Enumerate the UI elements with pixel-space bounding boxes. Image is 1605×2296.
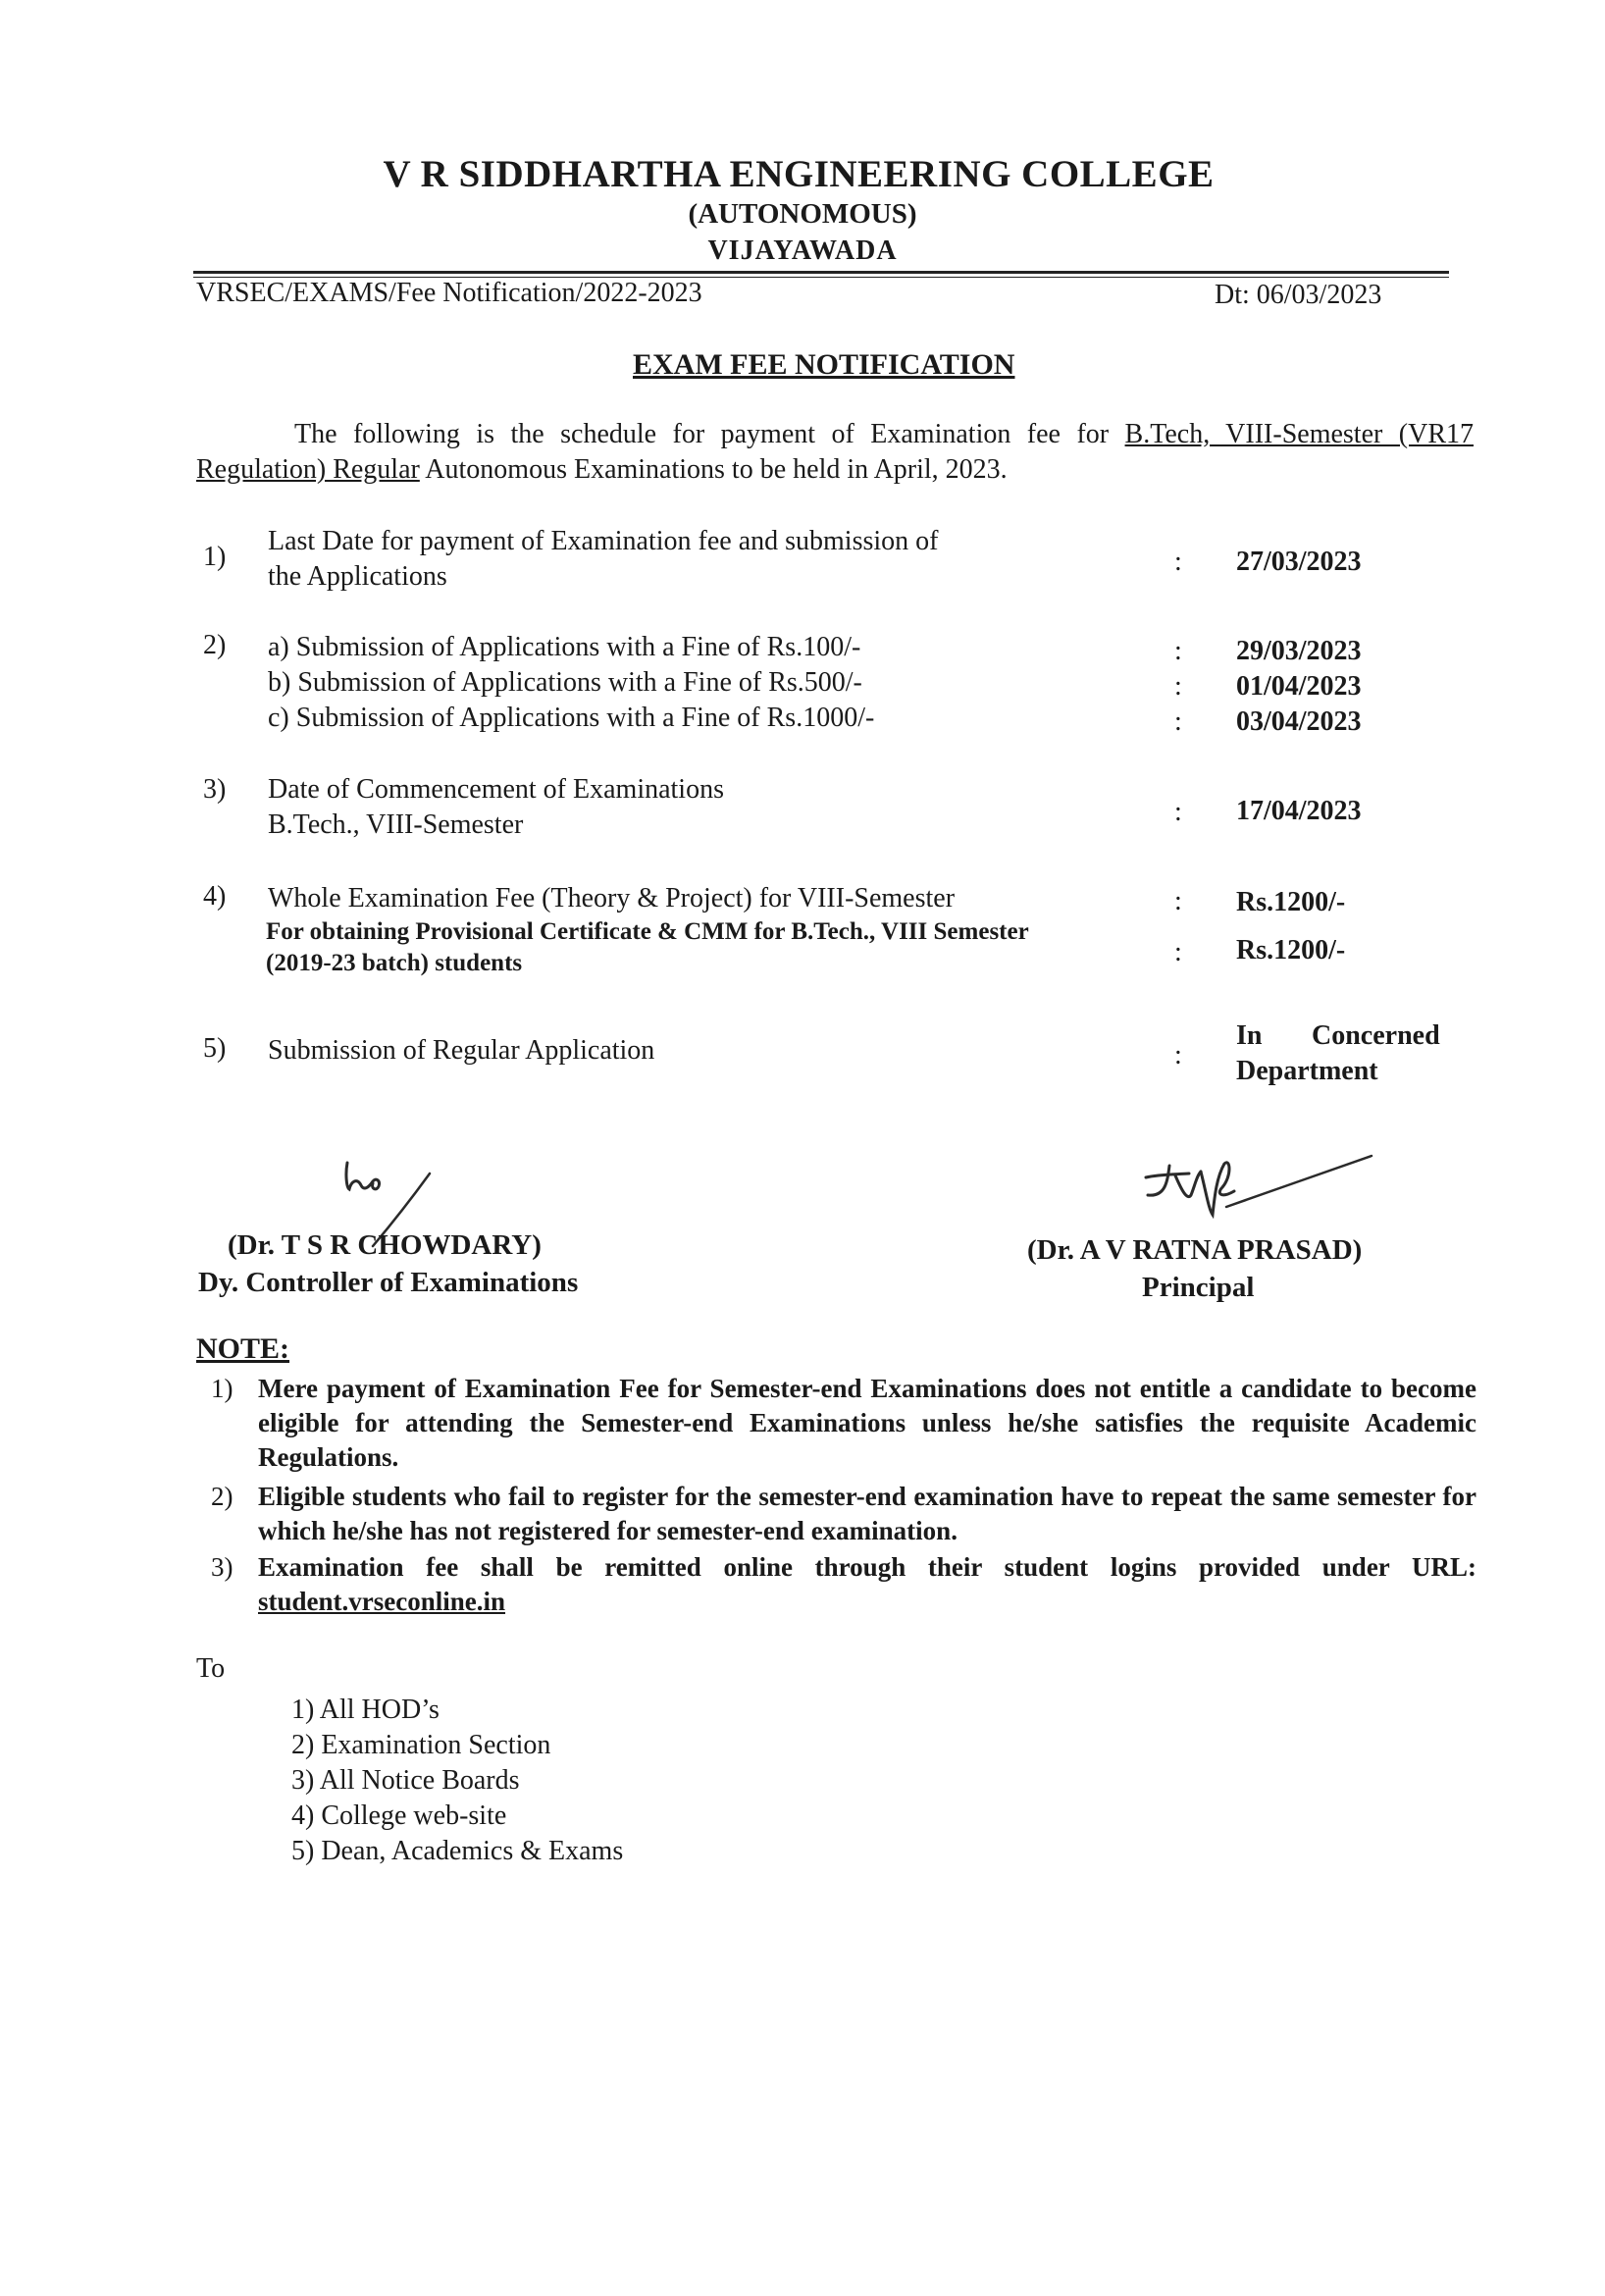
- item2a-value: 29/03/2023: [1236, 636, 1362, 666]
- item4-value2: Rs.1200/-: [1236, 935, 1346, 965]
- item4a-colon: :: [1174, 886, 1182, 916]
- item2b-value: 01/04/2023: [1236, 671, 1362, 702]
- intro-paragraph: [196, 417, 1474, 488]
- note-2-text: Eligible students who fail to register for the semester-end examination have to repeat the same semester for which he/she has not registered for semester-end examination.: [258, 1482, 1476, 1545]
- item5-value-a: In: [1236, 1020, 1263, 1051]
- notice-date: Dt: 06/03/2023: [1215, 280, 1382, 310]
- item4-value1: Rs.1200/-: [1236, 887, 1346, 917]
- item5-value-b: Concerned: [1312, 1020, 1440, 1051]
- item3-value: 17/04/2023: [1236, 796, 1362, 826]
- intro-part2: Autonomous Examinations to be held in April, 2023.: [419, 454, 1008, 485]
- item1-line1: Last Date for payment of Examination fee and submission of: [268, 526, 939, 556]
- note-3-number: 3): [211, 1552, 233, 1582]
- left-signatory-name: (Dr. T S R CHOWDARY): [228, 1229, 542, 1261]
- intro-underlined: B.Tech, VIII-Semester (VR17 Regulation) Regular: [196, 419, 1475, 485]
- item2-text: [268, 630, 874, 736]
- distribution-item: 5) Dean, Academics & Exams: [291, 1836, 624, 1866]
- right-signatory-name: (Dr. A V RATNA PRASAD): [1027, 1234, 1363, 1266]
- item2c-colon: :: [1174, 706, 1182, 737]
- item2-b: b) Submission of Applications with a Fine of Rs.500/-: [268, 667, 862, 698]
- item1-text: [268, 524, 938, 595]
- college-name: V R SIDDHARTHA ENGINEERING COLLEGE: [383, 153, 1215, 195]
- student-portal-url[interactable]: student.vrseconline.in: [258, 1587, 506, 1616]
- item2-c: c) Submission of Applications with a Fine of Rs.1000/-: [268, 703, 875, 733]
- reference-number: VRSEC/EXAMS/Fee Notification/2022-2023: [196, 278, 702, 308]
- item4-number: 4): [203, 881, 227, 912]
- note-1-number: 1): [211, 1374, 233, 1403]
- item4-line2b: (2019-23 batch) students: [266, 950, 523, 976]
- note-3-body: [258, 1550, 1476, 1619]
- item2a-colon: :: [1174, 636, 1182, 666]
- distribution-item: 4) College web-site: [291, 1800, 507, 1831]
- item2b-colon: :: [1174, 671, 1182, 702]
- note-item-1: [211, 1372, 1476, 1475]
- item1-colon: :: [1174, 547, 1182, 577]
- item2c-value: 03/04/2023: [1236, 706, 1362, 737]
- item5-value-c: Department: [1236, 1056, 1378, 1086]
- to-label: To: [196, 1653, 226, 1684]
- item3-colon: :: [1174, 797, 1182, 827]
- item2-a: a) Submission of Applications with a Fine of Rs.100/-: [268, 632, 861, 662]
- item1-line2: the Applications: [268, 561, 447, 592]
- autonomous-label: (AUTONOMOUS): [688, 198, 917, 230]
- notice-title: EXAM FEE NOTIFICATION: [633, 348, 1015, 381]
- item3-line2: B.Tech., VIII-Semester: [268, 809, 524, 840]
- item3-number: 3): [203, 774, 227, 805]
- right-signatory-title: Principal: [1142, 1272, 1255, 1303]
- note-2-number: 2): [211, 1482, 233, 1511]
- item5-line1: Submission of Regular Application: [268, 1035, 655, 1066]
- item2-number: 2): [203, 630, 227, 660]
- item3-line1: Date of Commencement of Examinations: [268, 774, 724, 805]
- left-signatory-title: Dy. Controller of Examinations: [198, 1267, 579, 1298]
- distribution-item: 2) Examination Section: [291, 1730, 551, 1760]
- item3-text: [268, 772, 724, 843]
- distribution-item: 3) All Notice Boards: [291, 1765, 520, 1796]
- intro-part1: The following is the schedule for payment of Examination fee for: [294, 419, 1125, 449]
- note-1-text: Mere payment of Examination Fee for Semester-end Examinations does not entitle a candidate to become eligible for attending the Semester-end Examinations unless he/she satisfies the requisite Academic Regulations.: [258, 1374, 1476, 1472]
- header-rule-thick: [193, 271, 1449, 274]
- item1-number: 1): [203, 542, 227, 572]
- item4-line1: Whole Examination Fee (Theory & Project) for VIII-Semester: [268, 883, 956, 913]
- distribution-list: [291, 1693, 623, 1869]
- item1-value: 27/03/2023: [1236, 547, 1362, 577]
- note-title: NOTE:: [196, 1332, 290, 1365]
- item4-line2a: For obtaining Provisional Certificate & CMM for B.Tech., VIII Semester: [266, 918, 1029, 945]
- distribution-item: 1) All HOD’s: [291, 1695, 440, 1725]
- note-item-2: [211, 1480, 1476, 1548]
- item4b-colon: :: [1174, 937, 1182, 967]
- item5-number: 5): [203, 1033, 227, 1064]
- item5-colon: :: [1174, 1040, 1182, 1070]
- note-item-3: [211, 1550, 1476, 1619]
- item4-text2: [266, 916, 1029, 979]
- city-label: VIJAYAWADA: [707, 235, 898, 266]
- note-3-text: Examination fee shall be remitted online through their student logins provided under URL:: [258, 1552, 1476, 1582]
